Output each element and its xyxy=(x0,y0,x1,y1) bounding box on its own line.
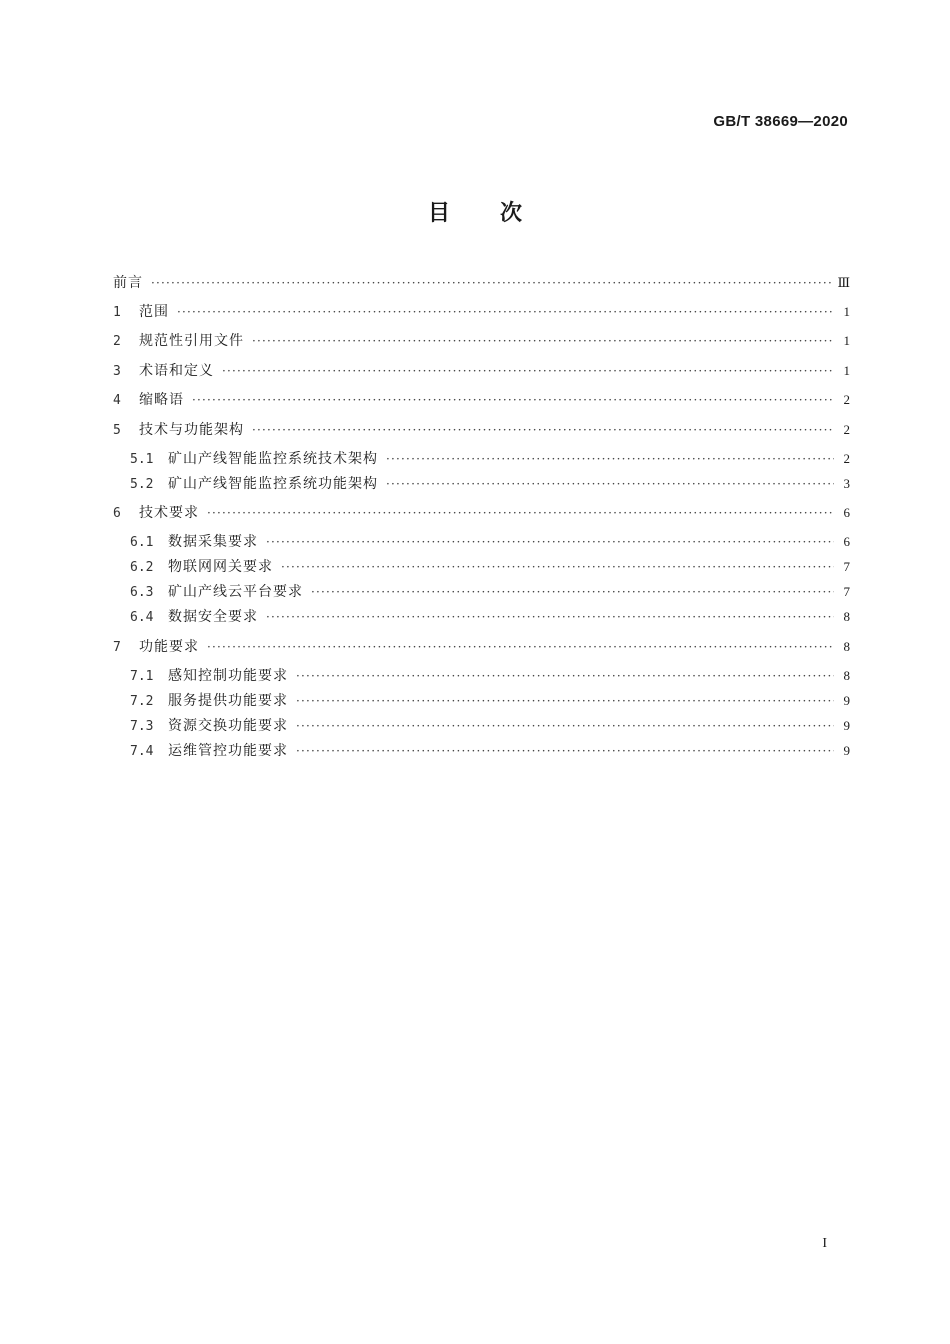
page-title: 目次 xyxy=(427,201,572,226)
toc-entry[interactable] xyxy=(130,715,850,737)
toc-entry-title: 矿山产线智能监控系统技术架构 xyxy=(168,451,378,467)
toc-entry-title: 功能要求 xyxy=(139,639,199,655)
dot-leader xyxy=(252,330,834,352)
toc-entry-number: 6.3 xyxy=(130,585,154,600)
toc-entry[interactable] xyxy=(130,740,850,762)
toc-entry[interactable] xyxy=(130,665,850,687)
toc-entry[interactable] xyxy=(113,389,850,411)
dot-leader xyxy=(192,389,834,411)
toc-entry-title: 资源交换功能要求 xyxy=(168,718,288,734)
toc-entry-number: 7.4 xyxy=(130,744,154,759)
toc-entry[interactable] xyxy=(113,502,850,524)
toc-entry-number: 6.2 xyxy=(130,560,154,575)
page-number: I xyxy=(822,1236,827,1251)
toc-entry[interactable] xyxy=(130,690,850,712)
toc-entry-page: 9 xyxy=(843,743,850,758)
dot-leader xyxy=(266,531,834,553)
toc-entry-page: 2 xyxy=(843,392,850,407)
toc-entry-title: 运维管控功能要求 xyxy=(168,743,288,759)
toc-entry[interactable] xyxy=(113,330,850,352)
toc-entry-page: 7 xyxy=(843,559,850,574)
toc-entry-title: 范围 xyxy=(139,304,169,320)
toc-entry-title: 感知控制功能要求 xyxy=(168,668,288,684)
toc-entry-number: 2 xyxy=(113,334,121,349)
dot-leader xyxy=(151,272,831,294)
toc-entry[interactable] xyxy=(113,272,850,294)
dot-leader xyxy=(222,360,834,382)
dot-leader xyxy=(296,690,834,712)
toc-entry-title: 矿山产线云平台要求 xyxy=(168,584,303,600)
dot-leader xyxy=(386,448,834,470)
toc-entry-number: 3 xyxy=(113,364,121,379)
toc-entry-title: 数据采集要求 xyxy=(168,534,258,550)
toc-entry[interactable] xyxy=(130,448,850,470)
toc-entry-title: 技术要求 xyxy=(139,505,199,521)
toc-entry-title: 规范性引用文件 xyxy=(139,333,244,349)
dot-leader xyxy=(266,606,834,628)
toc-entry-number: 6.1 xyxy=(130,535,154,550)
toc-entry-title: 数据安全要求 xyxy=(168,609,258,625)
toc-entry-title: 缩略语 xyxy=(139,392,184,408)
toc-entry-title: 物联网网关要求 xyxy=(168,559,273,575)
dot-leader xyxy=(296,715,834,737)
dot-leader xyxy=(296,740,834,762)
toc-entry-number: 7.1 xyxy=(130,669,154,684)
standard-number: GB/T 38669—2020 xyxy=(713,113,848,130)
toc-entry[interactable] xyxy=(130,556,850,578)
toc-entry-number: 1 xyxy=(113,305,121,320)
toc-entry-page: 3 xyxy=(843,476,850,491)
toc-entry-page: 2 xyxy=(843,451,850,466)
toc-entry-number: 6.4 xyxy=(130,610,154,625)
toc-entry-title: 前言 xyxy=(113,275,143,291)
toc-entry-number: 7.2 xyxy=(130,694,154,709)
toc-entry-page: 6 xyxy=(843,534,850,549)
toc-entry[interactable] xyxy=(113,636,850,658)
toc-entry-number: 7.3 xyxy=(130,719,154,734)
toc-entry-title: 服务提供功能要求 xyxy=(168,693,288,709)
toc-entry[interactable] xyxy=(113,419,850,441)
toc-entry[interactable] xyxy=(130,606,850,628)
dot-leader xyxy=(207,502,834,524)
toc-entry-page: 8 xyxy=(843,639,850,654)
dot-leader xyxy=(386,473,834,495)
toc-entry[interactable] xyxy=(130,581,850,603)
toc-entry[interactable] xyxy=(113,360,850,382)
dot-leader xyxy=(207,636,834,658)
toc-entry-page: 8 xyxy=(843,609,850,624)
toc-entry-title: 术语和定义 xyxy=(139,363,214,379)
toc-entry-page: 1 xyxy=(843,333,850,348)
toc-entry[interactable] xyxy=(113,301,850,323)
toc-entry-title: 技术与功能架构 xyxy=(139,422,244,438)
toc-entry-number: 7 xyxy=(113,640,121,655)
toc-entry-page: 8 xyxy=(843,668,850,683)
toc-entry-number: 6 xyxy=(113,506,121,521)
dot-leader xyxy=(311,581,834,603)
dot-leader xyxy=(252,419,834,441)
toc-entry-number: 5.1 xyxy=(130,452,154,467)
toc-entry-page: 1 xyxy=(843,363,850,378)
toc-entry[interactable] xyxy=(130,531,850,553)
dot-leader xyxy=(296,665,834,687)
toc-entry-page: 1 xyxy=(843,304,850,319)
toc-entry-page: 7 xyxy=(843,584,850,599)
toc-entry-page: 9 xyxy=(843,718,850,733)
dot-leader xyxy=(281,556,834,578)
toc-entry-page: 2 xyxy=(843,422,850,437)
toc-entry-number: 5.2 xyxy=(130,477,154,492)
toc-entry-page: 6 xyxy=(843,505,850,520)
toc-entry-page: 9 xyxy=(843,693,850,708)
toc-entry-page: Ⅲ xyxy=(837,275,850,290)
toc-entry-number: 5 xyxy=(113,423,121,438)
toc-entry-title: 矿山产线智能监控系统功能架构 xyxy=(168,476,378,492)
toc-entry[interactable] xyxy=(130,473,850,495)
dot-leader xyxy=(177,301,834,323)
toc-entry-number: 4 xyxy=(113,393,121,408)
